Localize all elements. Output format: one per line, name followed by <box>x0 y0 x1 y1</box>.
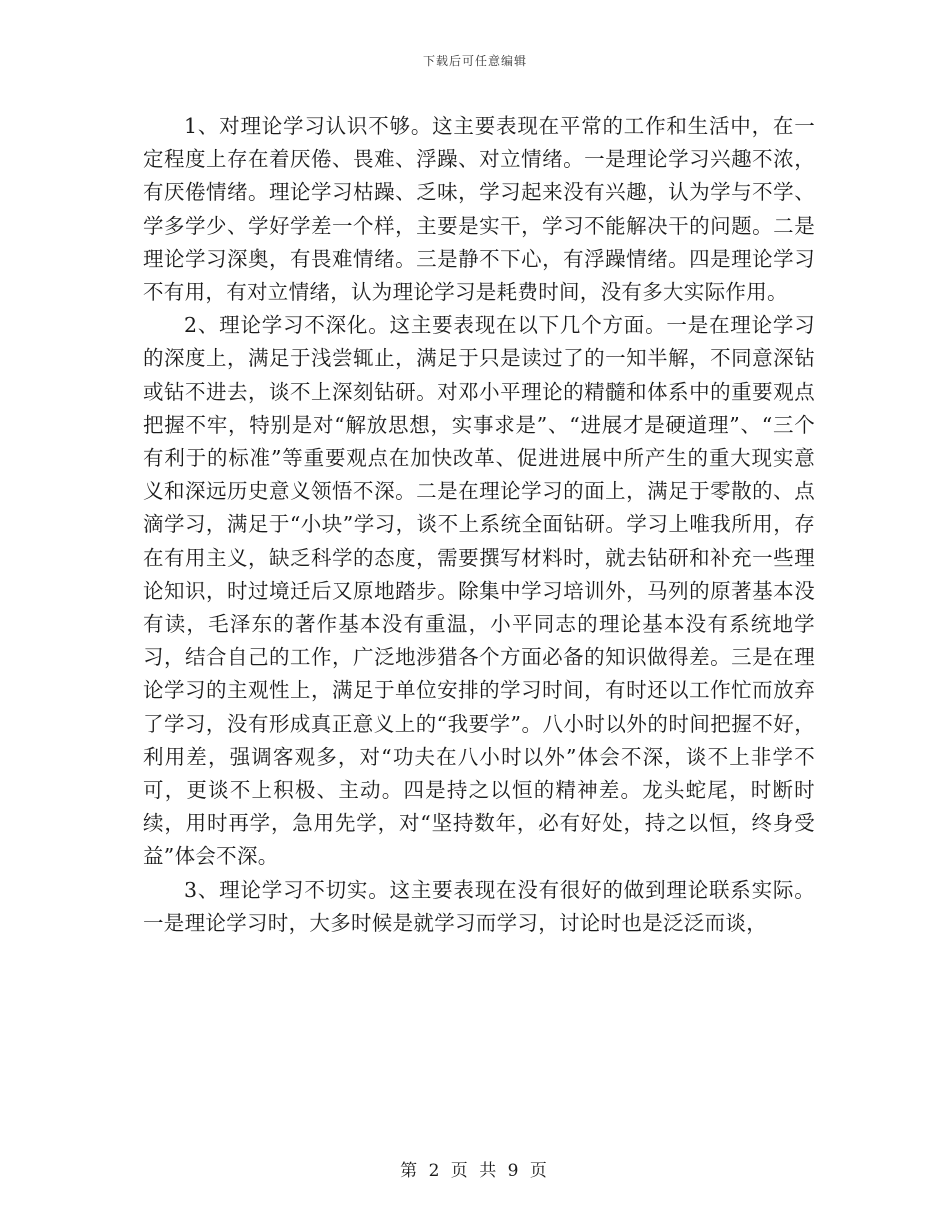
page-number: 第 2 页 共 9 页 <box>400 1161 550 1181</box>
page-header-note: 下载后可任意编辑 <box>422 54 527 68</box>
paragraph-2: 2、理论学习不深化。这主要表现在以下几个方面。一是在理论学习的深度上，满足于浅尝辄止，满足于只是读过了的一知半解，不同意深钻或钻不进去，谈不上深刻钻研。对邓小平理论的精髓和体系中的重要观点把握不牢，特别是对“解放思想，实事求是”、“进展才是硬道理”、“三个有利于的标准”等重要观点在加快改革、促进进展中所产生的重大现实意义和深远历史意义领悟不深。二是在理论学习的面上，满足于零散的、点滴学习，满足于“小块”学习，谈不上系统全面钻研。学习上唯我所用，存在有用主义，缺乏科学的态度，需要撰写材料时，就去钻研和补充一些理论知识，时过境迁后又原地踏步。除集中学习培训外，马列的原著基本没有读，毛泽东的著作基本没有重温，小平同志的理论基本没有系统地学习，结合自己的工作，广泛地涉猎各个方面必备的知识做得差。三是在理论学习的主观性上，满足于单位安排的学习时间，有时还以工作忙而放弃了学习，没有形成真正意义上的“我要学”。八小时以外的时间把握不好，利用差，强调客观多，对“功夫在八小时以外”体会不深，谈不上非学不可，更谈不上积极、主动。四是持之以恒的精神差。龙头蛇尾，时断时续，用时再学，急用先学，对“坚持数年，必有好处，持之以恒，终身受益”体会不深。 <box>143 313 815 869</box>
paragraph-1: 1、对理论学习认识不够。这主要表现在平常的工作和生活中，在一定程度上存在着厌倦、畏难、浮躁、对立情绪。一是理论学习兴趣不浓，有厌倦情绪。理论学习枯躁、乏味，学习起来没有兴趣，认为学与不学、学多学少、学好学差一个样，主要是实干，学习不能解决干的问题。二是理论学习深奥，有畏难情绪。三是静不下心，有浮躁情绪。四是理论学习不有用，有对立情绪，认为理论学习是耗费时间，没有多大实际作用。 <box>143 114 815 305</box>
paragraph-3: 3、理论学习不切实。这主要表现在没有很好的做到理论联系实际。一是理论学习时，大多时候是就学习而学习，讨论时也是泛泛而谈， <box>143 877 815 935</box>
document-body <box>143 110 815 940</box>
